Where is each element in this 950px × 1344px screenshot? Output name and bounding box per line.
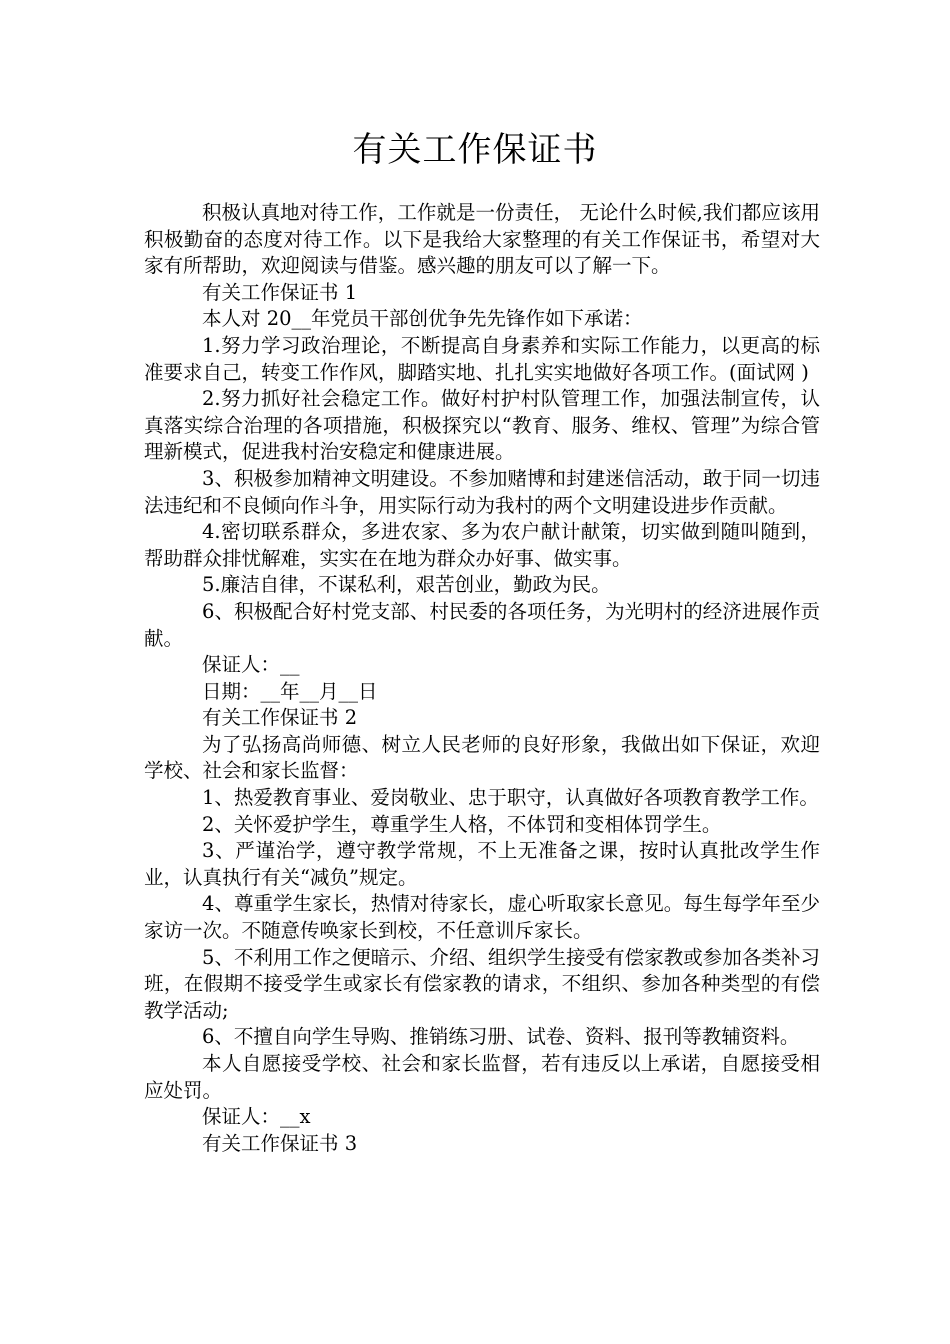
list-item: 3、严谨治学，遵守教学常规，不上无准备之课，按时认真批改学生作业，认真执行有关“减负”规定。 [144, 839, 820, 889]
section-heading-1: 有关工作保证书 1 [202, 280, 358, 304]
paragraph: 为了弘扬高尚师德、树立人民老师的良好形象，我做出如下保证，欢迎学校、社会和家长监督： [144, 732, 820, 783]
list-item: 5、不利用工作之便暗示、介绍、组织学生接受有偿家教或参加各类补习班，在假期不接受学生或家长有偿家教的请求，不组织、参加各种类型的有偿教学活动; [144, 945, 820, 1022]
list-item: 5.廉洁自律，不谋私利，艰苦创业，勤政为民。 [202, 573, 611, 597]
list-item: 6、不擅自向学生导购、推销练习册、试卷、资料、报刊等教辅资料。 [202, 1025, 800, 1049]
document-title: 有关工作保证书 [352, 130, 598, 170]
section-heading-2: 有关工作保证书 2 [202, 706, 358, 730]
guarantor-line: 保证人：__ [202, 653, 300, 677]
document-body [144, 200, 820, 1157]
list-item: 2、关怀爱护学生，尊重学生人格，不体罚和变相体罚学生。 [202, 812, 722, 836]
section-heading-3: 有关工作保证书 3 [202, 1131, 358, 1155]
list-item: 1、热爱教育事业、爱岗敬业、忠于职守，认真做好各项教育教学工作。 [202, 786, 819, 810]
intro-paragraph: 积极认真地对待工作，工作就是一份责任， 无论什么时候,我们都应该用积极勤奋的态度对待工作。以下是我给大家整理的有关工作保证书，希望对大家有所帮助，欢迎阅读与借鉴。感兴趣的朋友可以了解一下。 [144, 201, 820, 278]
list-item: 6、积极配合好村党支部、村民委的各项任务，为光明村的经济进展作贡献。 [144, 599, 820, 650]
list-item: 2.努力抓好社会稳定工作。做好村护村队管理工作，加强法制宣传，认真落实综合治理的各项措施，积极探究以“教育、服务、维权、管理”为综合管理新模式，促进我村治安稳定和健康进展。 [144, 387, 820, 464]
list-item: 4.密切联系群众，多进农家、多为农户献计献策，切实做到随叫随到，帮助群众排忧解难，实实在在地为群众办好事、做实事。 [144, 520, 820, 570]
date-line: 日期：__年__月__日 [202, 679, 378, 703]
paragraph: 本人对 20__年党员干部创优争先先锋作如下承诺： [202, 307, 643, 331]
list-item: 4、尊重学生家长，热情对待家长，虚心听取家长意见。每生每学年至少家访一次。不随意传唤家长到校，不任意训斥家长。 [144, 892, 820, 943]
list-item: 1.努力学习政治理论，不断提高自身素养和实际工作能力，以更高的标准要求自己，转变工作作风，脚踏实地、扎扎实实地做好各项工作。(面试网 ) [144, 333, 820, 384]
guarantor-line: 保证人：__x [202, 1105, 311, 1129]
paragraph: 本人自愿接受学校、社会和家长监督，若有违反以上承诺，自愿接受相应处罚。 [144, 1052, 820, 1102]
list-item: 3、积极参加精神文明建设。不参加赌博和封建迷信活动，敢于同一切违法违纪和不良倾向作斗争，用实际行动为我村的两个文明建设进步作贡献。 [144, 466, 820, 517]
